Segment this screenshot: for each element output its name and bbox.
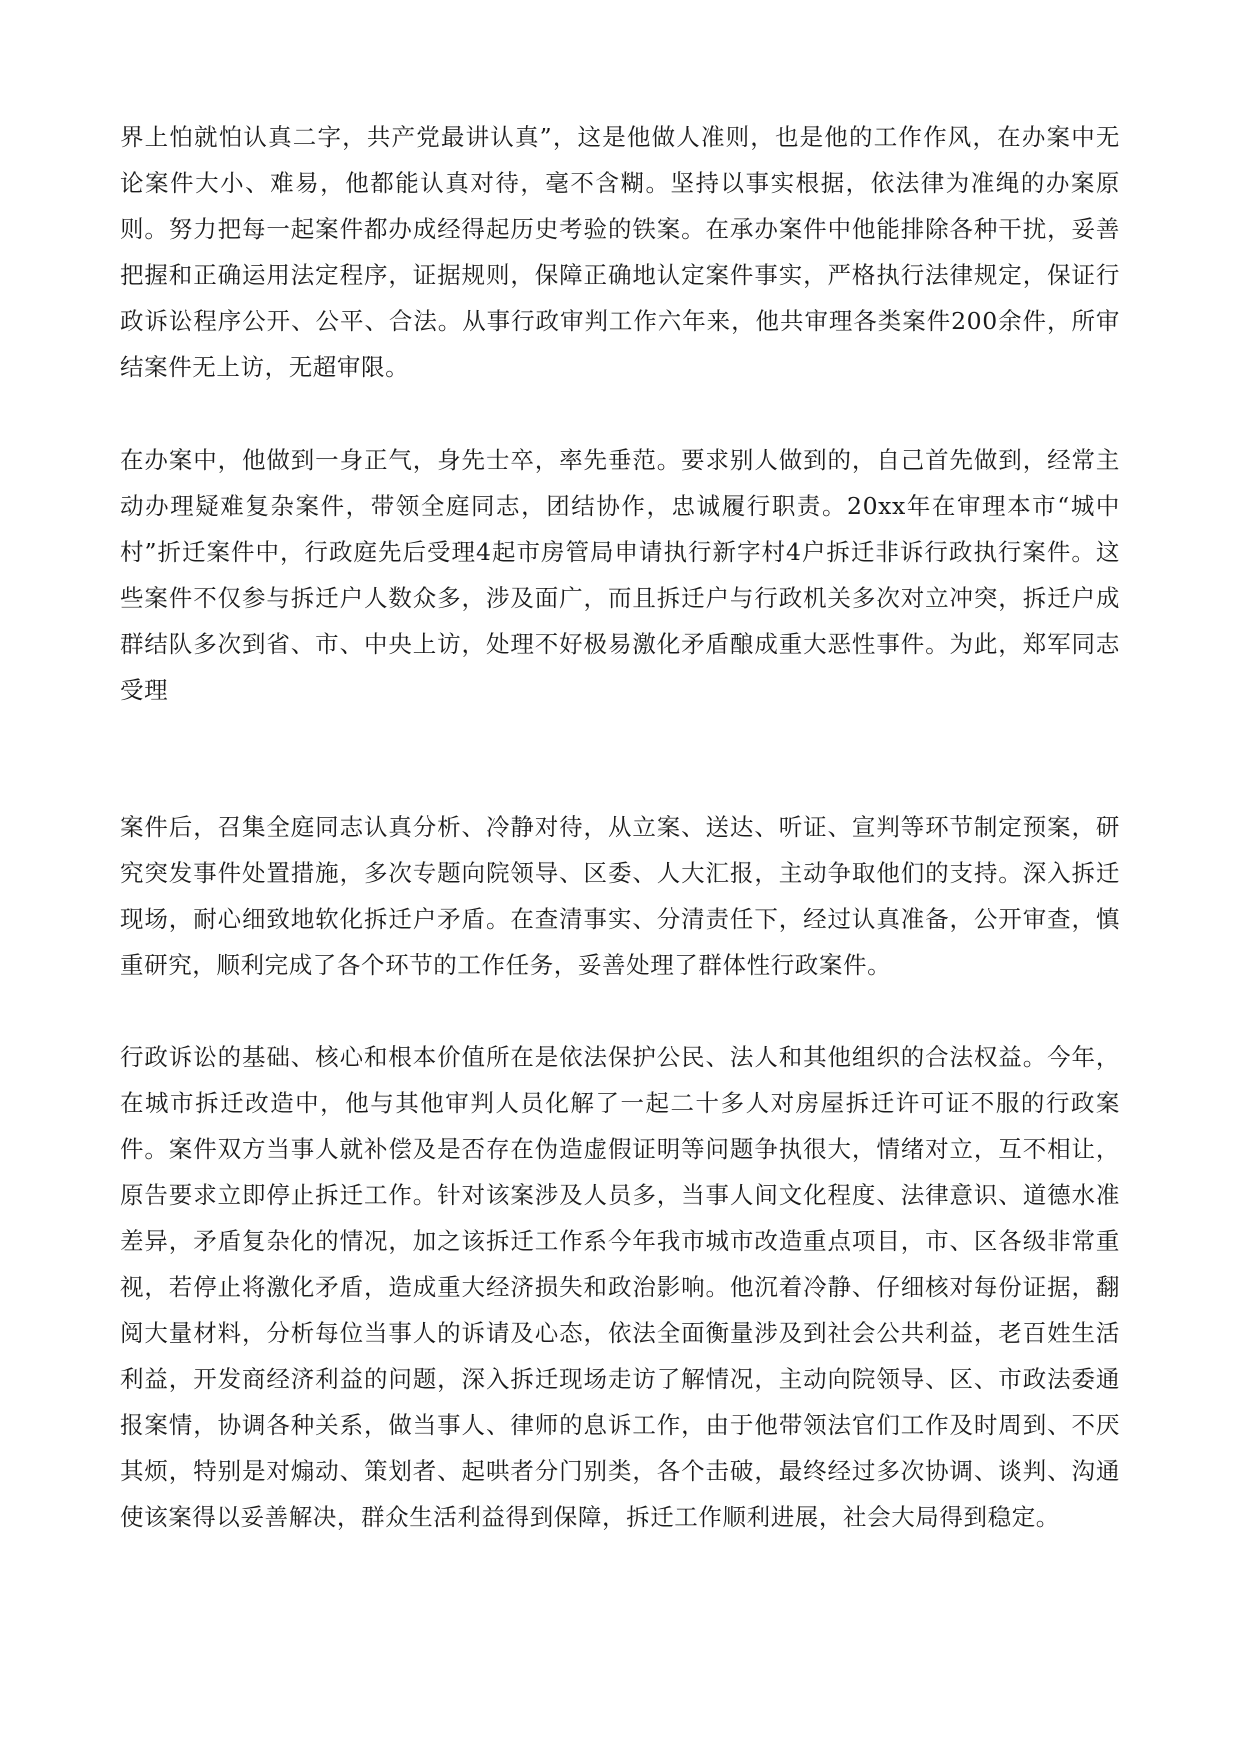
paragraph-4: 行政诉讼的基础、核心和根本价值所在是依法保护公民、法人和其他组织的合法权益。今年，在城市拆迁改造中，他与其他审判人员化解了一起二十多人对房屋拆迁许可证不服的行政案件。案件双方当事人就补偿及是否存在伪造虚假证明等问题争执很大，情绪对立，互不相让，原告要求立即停止拆迁工作。针对该案涉及人员多，当事人间文化程度、法律意识、道德水准差异，矛盾复杂化的情况，加之该拆迁工作系今年我市城市改造重点项目，市、区各级非常重视，若停止将激化矛盾，造成重大经济损失和政治影响。他沉着冷静、仔细核对每份证据，翻阅大量材料，分析每位当事人的诉请及心态，依法全面衡量涉及到社会公共利益，老百姓生活利益，开发商经济利益的问题，深入拆迁现场走访了解情况，主动向院领导、区、市政法委通报案情，协调各种关系，做当事人、律师的息诉工作，由于他带领法官们工作及时周到、不厌其烦，特别是对煽动、策划者、起哄者分门别类，各个击破，最终经过多次协调、谈判、沟通使该案得以妥善解决，群众生活利益得到保障，拆迁工作顺利进展，社会大局得到稳定。 bbox=[120, 1043, 1120, 1531]
paragraph-2: 在办案中，他做到一身正气，身先士卒，率先垂范。要求别人做到的，自己首先做到，经常主动办理疑难复杂案件，带领全庭同志，团结协作，忠诚履行职责。20xx年在审理本市“城中村”折迁案件中，行政庭先后受理4起市房管局申请执行新字村4户拆迁非诉行政执行案件。这些案件不仅参与拆迁户人数众多，涉及面广，而且拆迁户与行政机关多次对立冲突，拆迁户成群结队多次到省、市、中央上访，处理不好极易激化矛盾酿成重大恶性事件。为此，郑军同志受理 bbox=[120, 446, 1120, 704]
paragraph-3: 案件后，召集全庭同志认真分析、冷静对待，从立案、送达、听证、宣判等环节制定预案，研究突发事件处置措施，多次专题向院领导、区委、人大汇报，主动争取他们的支持。深入拆迁现场，耐心细致地软化拆迁户矛盾。在查清事实、分清责任下，经过认真准备，公开审查，慎重研究，顺利完成了各个环节的工作任务，妥善处理了群体性行政案件。 bbox=[120, 813, 1120, 979]
paragraph-1: 界上怕就怕认真二字，共产党最讲认真”，这是他做人准则，也是他的工作作风，在办案中无论案件大小、难易，他都能认真对待，毫不含糊。坚持以事实根据，依法律为准绳的办案原则。努力把每一起案件都办成经得起历史考验的铁案。在承办案件中他能排除各种干扰，妥善把握和正确运用法定程序，证据规则，保障正确地认定案件事实，严格执行法律规定，保证行政诉讼程序公开、公平、合法。从事行政审判工作六年来，他共审理各类案件200余件，所审结案件无上访，无超审限。 bbox=[120, 123, 1120, 381]
